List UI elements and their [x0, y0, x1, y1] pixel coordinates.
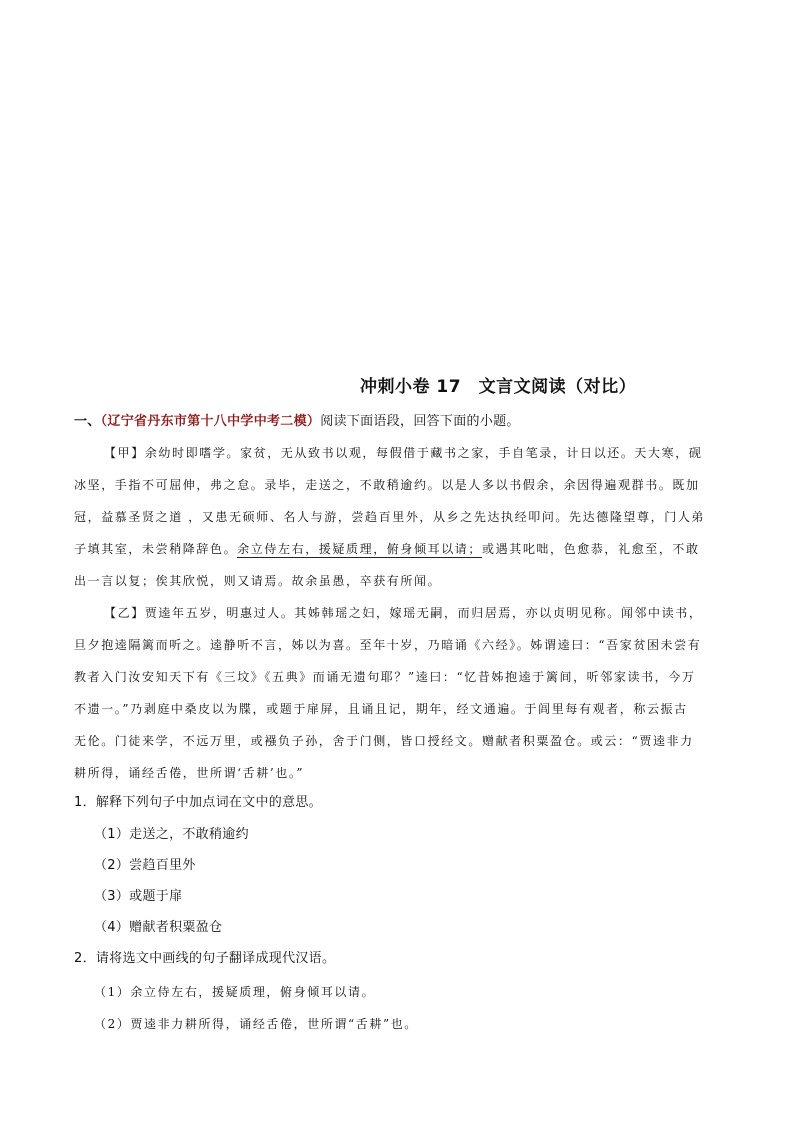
passage-jia-text-4b: 或遇其叱咄，色愈恭，礼愈至，不敢 [482, 542, 700, 556]
section-prefix: 一、 [74, 414, 101, 429]
question-1-stem: 1．解释下列句子中加点词在文中的意思。 [74, 795, 322, 810]
section-instruction: 阅读下面语段，回答下面的小题。 [320, 414, 520, 429]
question-2-item-1: （1）余立侍左右，援疑质理，俯身倾耳以请。 [94, 985, 376, 999]
passage-yi-line-2: 旦夕抱逵隔篱而听之。逵静听不言，姊以为喜。至年十岁，乃暗诵《六经》。姊谓逵曰：“吾家贫困未尝有 [74, 638, 702, 652]
passage-jia-line-5: 出一言以复；俟其欣悦，则又请焉。故余虽愚，卒获有所闻。 [74, 574, 442, 588]
passage-yi-marker: 【乙】 [104, 606, 145, 620]
question-1-item-3: （3）或题于扉 [94, 889, 183, 904]
passage-jia-text-4a: 子填其室，未尝稍降辞色。 [74, 542, 238, 556]
passage-yi-text-1: 贾逵年五岁，明惠过人。其姊韩瑶之妇，嫁瑶无嗣，而归居焉，亦以贞明见称。闻邻中读书， [144, 606, 703, 620]
source-label: （辽宁省丹东市第十八中学中考二模） [100, 414, 321, 429]
passage-jia-line-1 [104, 445, 702, 461]
passage-jia-line-4 [74, 541, 700, 557]
passage-yi-line-5: 无伦。门徒来学，不远万里，或襁负子孙，舍于门侧，皆口授经文。赠献者积粟盈仓。或云：“贾逵非力 [74, 734, 694, 748]
passage-jia-line-2: 冰坚，手指不可屈伸，弗之怠。录毕，走送之，不敢稍逾约。以是人多以书假余，余因得遍观群书。既加 [74, 478, 700, 492]
question-2-stem: 2．请将选文中画线的句子翻译成现代汉语。 [74, 951, 336, 966]
passage-yi-line-6: 耕所得，诵经舌倦，世所谓‘舌耕’也。” [74, 766, 305, 780]
passage-yi-line-1 [104, 605, 702, 621]
question-2-item-2: （2）贾逵非力耕所得，诵经舌倦，世所谓“舌耕”也。 [94, 1017, 418, 1031]
passage-jia-text-1: 余幼时即嗜学。家贫，无从致书以观，每假借于藏书之家，手自笔录，计日以还。天大寒，砚 [144, 446, 703, 460]
section-header [74, 414, 520, 430]
passage-jia-marker: 【甲】 [104, 446, 145, 460]
page-title: 冲刺小卷 17 文言文阅读（对比） [360, 377, 637, 397]
question-1-item-2: （2）尝趋百里外 [94, 858, 196, 873]
passage-yi-line-3: 教者入门汝安知天下有《三坟》《五典》而诵无遗句耶？”逵曰：“忆昔姊抱逵于篱间，听邻家读书，今万 [74, 670, 696, 684]
question-1-item-1: （1）走送之，不敢稍逾约 [94, 827, 249, 842]
passage-yi-line-4: 不遗一。”乃剥庭中桑皮以为牒，或题于扉屏，且诵且记，期年，经文通遍。于闾里每有观者，称云振古 [74, 702, 688, 716]
underlined-sentence-1: 余立侍左右，援疑质理，俯身倾耳以请； [237, 542, 483, 556]
question-1-item-4: （4）赠献者积粟盈仓 [94, 920, 223, 935]
passage-jia-line-3: 冠，益慕圣贤之道 ，又患无硕师、名人与游，尝趋百里外，从乡之先达执经叩问。先达德隆望尊，门人弟 [74, 510, 706, 524]
